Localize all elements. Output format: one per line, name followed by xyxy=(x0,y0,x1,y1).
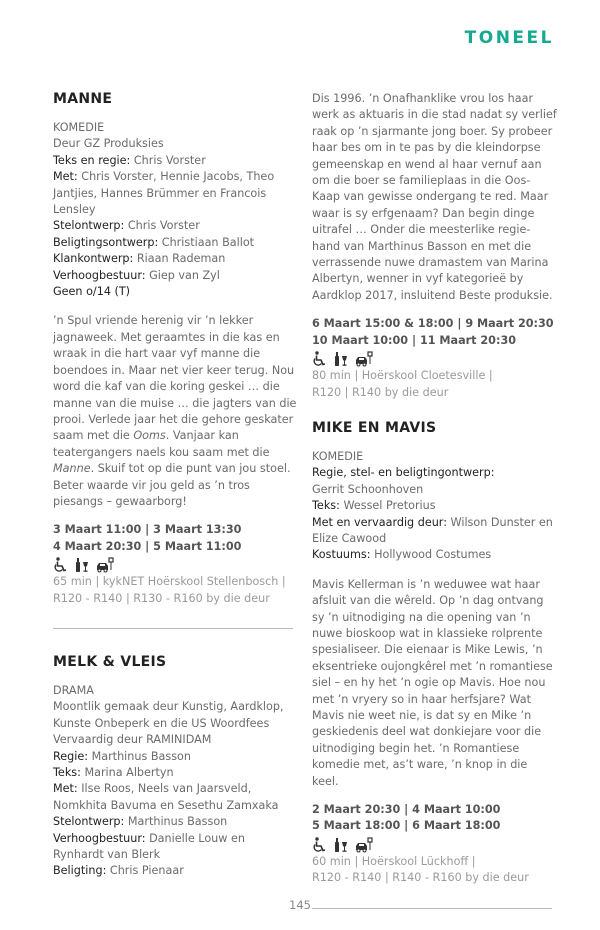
credit-line xyxy=(53,863,298,879)
divider xyxy=(53,628,293,629)
venue-line: R120 - R140 | R140 - R160 by die deur xyxy=(312,871,529,885)
show-manne xyxy=(53,90,298,629)
venue-line: R120 | R140 by die deur xyxy=(312,385,449,399)
producer: Vervaardig deur RAMINIDAM xyxy=(53,733,212,747)
amenity-icons xyxy=(312,350,557,368)
credit-line xyxy=(53,251,298,267)
venue-line: 65 min | kykNET Hoërskool Stellenbosch | xyxy=(53,575,286,589)
description-text: ’n Spul vriende herenig vir ’n lekker jagnaweek. Met geraamtes in die kas en wraak in die hart vaar vyf manne die boendoes in. Maar net vier keer terug. Nou word die kaf van die koring geskei … die manne van die muise … die jagters van die prooi. Verlede jaar het die gehore geskater saam met die xyxy=(53,314,297,443)
show-melk-en-vleis xyxy=(53,653,298,880)
sponsor: Moontlik gemaak deur Kunstig, Aardklop, Kunste Onbeperk en die US Woordfees xyxy=(53,700,284,730)
show-title: MIKE EN MAVIS xyxy=(312,419,437,436)
venue-line: 80 min | Hoërskool Cloetesville | xyxy=(312,369,493,383)
credit-line xyxy=(312,465,557,498)
wine-icon xyxy=(333,351,349,367)
parking-icon xyxy=(96,557,114,573)
credit-label: Regie: xyxy=(53,749,89,763)
date-line: 3 Maart 11:00 | 3 Maart 13:30 xyxy=(53,523,242,537)
date-line: 10 Maart 10:00 | 11 Maart 20:30 xyxy=(312,333,517,347)
credit-line xyxy=(53,781,298,814)
genre: KOMEDIE xyxy=(312,449,364,463)
show-dates xyxy=(53,522,298,555)
credit-value: Giep van Zyl xyxy=(145,268,220,282)
credit-value: Chris Vorster, Hennie Jacobs, Theo Jantjies, Hannes Brümmer en Francois Lensley xyxy=(53,170,275,217)
credit-value: Chris Vorster xyxy=(124,219,200,233)
credit-line xyxy=(53,235,298,251)
credit-label: Verhoogbestuur: xyxy=(53,268,146,282)
credit-value: Danielle Louw en Rynhardt van Blerk xyxy=(53,831,245,862)
credit-line xyxy=(53,831,298,864)
credit-label: Beligting: xyxy=(53,864,107,878)
credit-value: Marthinus Basson xyxy=(88,749,191,763)
wheelchair-icon xyxy=(53,557,68,573)
credit-value: Gerrit Schoonhoven xyxy=(312,482,424,496)
credit-line xyxy=(53,749,298,765)
show-title: MANNE xyxy=(53,91,113,107)
page-number: 145 xyxy=(289,898,311,912)
date-line: 2 Maart 20:30 | 4 Maart 10:00 xyxy=(312,803,501,817)
left-column xyxy=(53,90,298,880)
credit-label: Met: xyxy=(53,782,78,796)
section-title: TONEEL xyxy=(464,28,554,48)
genre: KOMEDIE xyxy=(53,121,105,134)
parking-icon xyxy=(355,837,373,853)
show-title: MELK & VLEIS xyxy=(53,653,167,670)
credit-line xyxy=(312,515,557,548)
amenity-icons xyxy=(53,556,298,574)
producer: Deur GZ Produksies xyxy=(53,137,164,151)
venue-line: R120 - R140 | R130 - R160 by die deur xyxy=(53,591,270,605)
credit-label: Met: xyxy=(53,170,78,184)
credit-line xyxy=(53,268,298,284)
description-text: . Vanjaar kan teatergangers naels kou saam met die xyxy=(53,429,270,459)
show-mike-en-mavis xyxy=(312,419,557,909)
description-emphasis: Manne xyxy=(53,462,91,476)
credit-line xyxy=(53,765,298,781)
venue-info xyxy=(53,574,298,607)
credit-label: Teks en regie: xyxy=(53,153,131,167)
credit-label: Stelontwerp: xyxy=(53,815,125,829)
credit-value: Ilse Roos, Neels van Jaarsveld, Nomkhita Bavuma en Sesethu Zamxaka xyxy=(53,782,279,812)
credit-line xyxy=(53,153,298,169)
venue-info xyxy=(312,368,557,401)
credit-value: Wilson Dunster en Elize Cawood xyxy=(312,515,553,545)
credit-value: Marthinus Basson xyxy=(124,815,228,829)
credit-value: Christiaan Ballot xyxy=(158,235,255,249)
venue-line: 60 min | Hoërskool Lückhoff | xyxy=(312,854,476,868)
date-line: 4 Maart 20:30 | 5 Maart 11:00 xyxy=(53,539,242,553)
credit-value: Marina Albertyn xyxy=(80,766,174,779)
credit-value: Chris Vorster xyxy=(130,153,206,167)
credit-value: Riaan Rademan xyxy=(133,252,226,266)
venue-info xyxy=(312,854,557,887)
credit-label: Beligtingsontwerp: xyxy=(53,235,159,249)
right-column xyxy=(312,91,557,909)
credit-label: Regie, stel- en beligtingontwerp: xyxy=(312,466,495,480)
credit-label: Kostuums: xyxy=(312,548,371,562)
credit-line xyxy=(53,169,298,218)
show-dates xyxy=(312,802,557,835)
credit-line xyxy=(53,218,298,234)
age-rating: Geen o/14 (T) xyxy=(53,285,131,299)
credit-label: Met en vervaardig deur: xyxy=(312,515,447,529)
wine-icon xyxy=(333,837,349,853)
wheelchair-icon xyxy=(312,351,327,367)
credit-value: Hollywood Costumes xyxy=(370,548,492,562)
credit-line xyxy=(312,498,557,514)
credit-label: Stelontwerp: xyxy=(53,219,125,233)
date-line: 6 Maart 15:00 & 18:00 | 9 Maart 20:30 xyxy=(312,317,554,331)
credit-label: Klankontwerp: xyxy=(53,252,134,266)
credit-value: Wessel Pretorius xyxy=(339,499,436,513)
credit-label: Verhoogbestuur: xyxy=(53,831,146,845)
description-text: . Skuif tot op die punt van jou stoel. Beter waarde vir jou geld as ’n tros piesangs – gewaarborg! xyxy=(53,462,291,508)
genre: DRAMA xyxy=(53,683,94,697)
show-dates xyxy=(312,316,557,349)
description xyxy=(53,313,298,510)
credit-label: Teks: xyxy=(53,766,81,779)
description-emphasis: Ooms xyxy=(133,429,166,443)
date-line: 5 Maart 18:00 | 6 Maart 18:00 xyxy=(312,819,501,833)
amenity-icons xyxy=(312,836,557,854)
credit-line xyxy=(53,814,298,830)
credit-line xyxy=(312,547,557,563)
description: Dis 1996. ’n Onafhanklike vrou los haar werk as aktuaris in die stad nadat sy verlief raak op ’n sjarmante jong boer. Sy probeer haar bes om in te pas by die kleindorpse gemeenskap en wend al haar vernuf aan om die boer se familieplaas in die Oos-Kaap van gewisse ondergang te red. Maar waar is sy erfgenaam? Dan begin dinge uitrafel … Onder die meesterlike regie-hand van Marthinus Basson en met die verrassende nuwe dramastem van Marina Albertyn, wenner in vyf kategorieë by Aardklop 2017, insluitend Beste produksie. xyxy=(312,92,557,302)
description: Mavis Kellerman is ’n weduwee wat haar afsluit van die wêreld. Op ’n dag ontvang sy ’n uitnodiging na die opening van ’n nuwe bioskoop wat in klassieke rolprente spesialiseer. Die eienaar is Mike Lewis, ’n eksentrieke oujongkêrel met ’n romantiese siel – en hy het ’n ogie op Mavis. Hoe nou met ’n vryery so in haar herfsjare? Wat Mavis nie weet nie, is dat sy en Mike ’n geskiedenis deel wat donkiejare voor die uitnodiging begin het. ’n Romantiese komedie met, as’t ware, ’n knop in die keel. xyxy=(312,577,553,788)
show-melk-en-vleis-continued xyxy=(312,91,557,401)
credit-label: Teks: xyxy=(312,499,340,513)
credit-value: Chris Pienaar xyxy=(106,864,184,878)
wheelchair-icon xyxy=(312,837,327,853)
parking-icon xyxy=(355,351,373,367)
wine-icon xyxy=(74,557,90,573)
